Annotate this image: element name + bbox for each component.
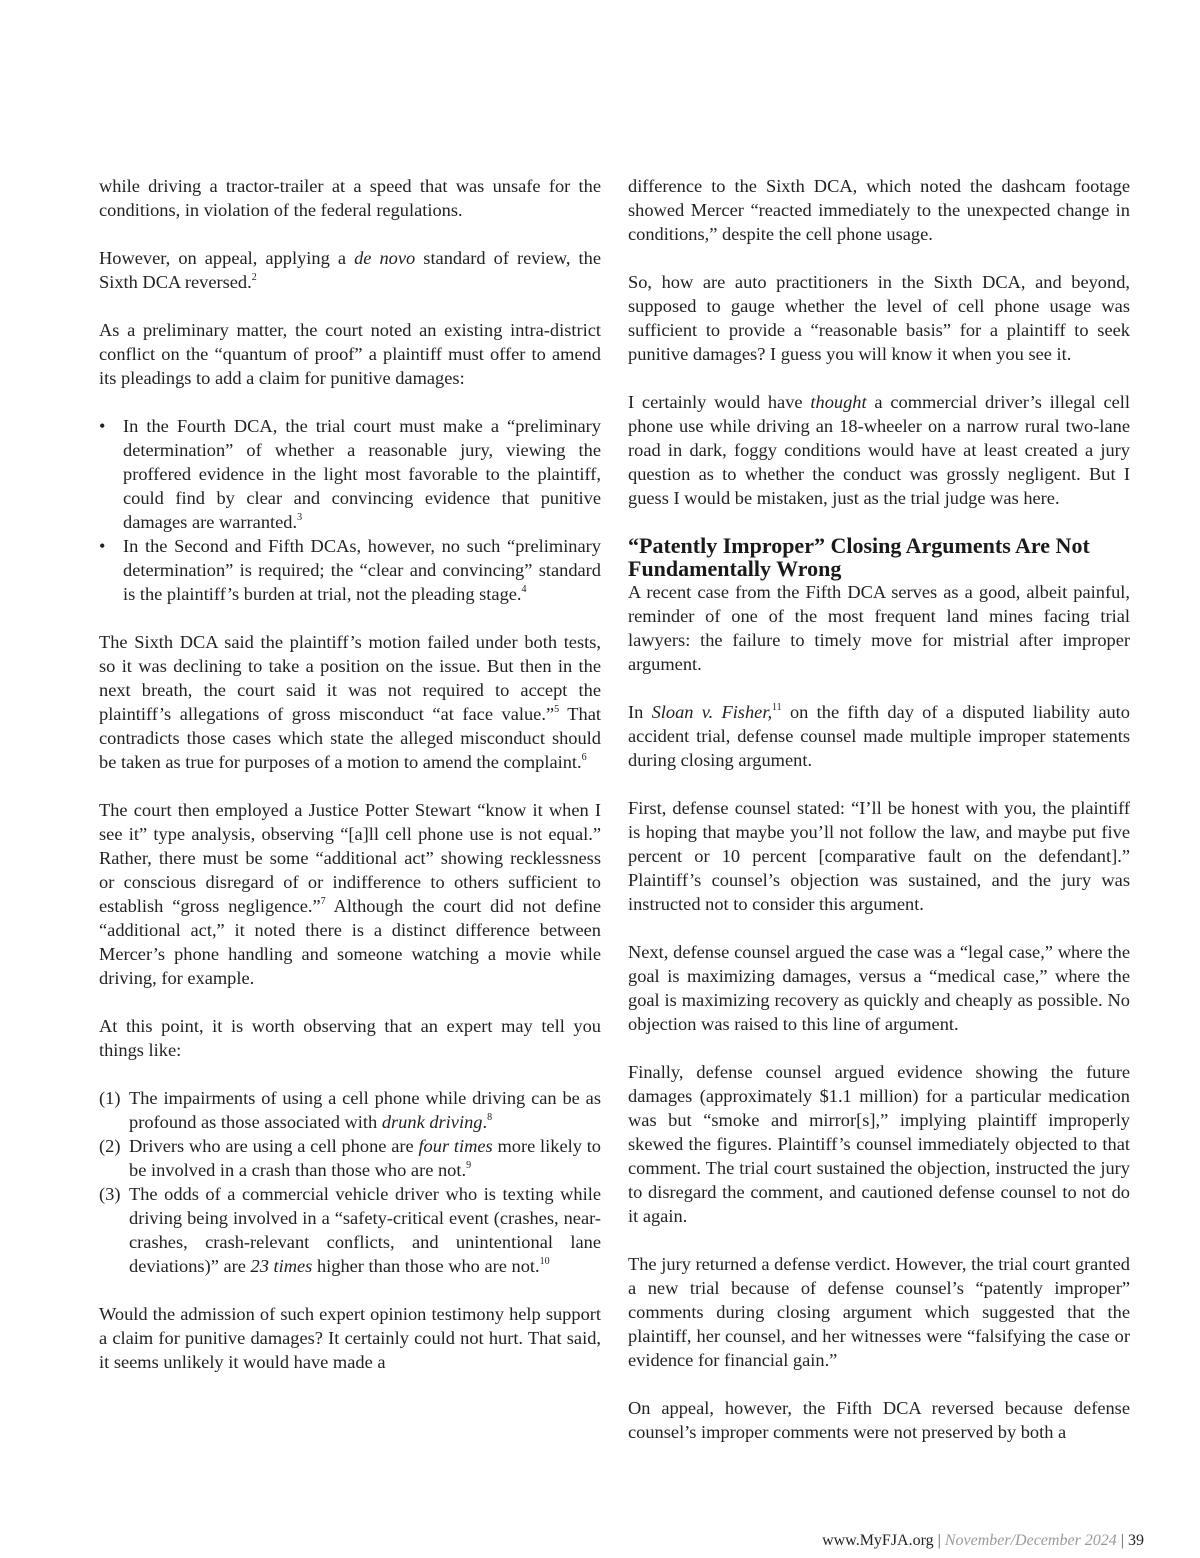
paragraph: Next, defense counsel argued the case was a “legal case,” where the goal is maximizing damages, versus a “medical case,” where the goal is maximizing recovery as quickly and cheaply as possible. No objection was raised to this line of argument.	[628, 942, 1130, 1034]
footnote-ref: 4	[521, 583, 527, 595]
paragraph: Finally, defense counsel argued evidence showing the future damages (approximately $1.1 million) for a particular medication was but “smoke and mirror[s],” implying plaintiff improperly skewed the figures. Plaintiff’s counsel immediately objected to that comment. The trial court sustained the objection, instructed the jury to disregard the comment, and cautioned defense counsel to not do it again.	[628, 1062, 1130, 1226]
paragraph	[628, 390, 1130, 510]
list-item	[99, 1182, 601, 1278]
footnote-ref: 6	[581, 751, 587, 763]
text-run: The odds of a commercial vehicle driver who is texting while driving being involved in a “safety-critical event (crashes, near-crashes, crash-relevant conflicts, and unintentional lane deviations)” are	[129, 1184, 601, 1276]
bullet-icon: •	[99, 536, 106, 556]
list-item	[99, 1134, 601, 1182]
text-run: The court then employed a Justice Potter Stewart “know it when I see it” type analysis, observing “[a]ll cell phone use is not equal.” Rather, there must be some “additional act” showing recklessness or conscious disregard of or indifference to others sufficient to establish “gross negligence.”	[99, 800, 601, 916]
italic-text: 23 times	[250, 1256, 313, 1276]
list-item	[99, 534, 601, 606]
text-run: standard of review, the Sixth DCA reversed.	[99, 248, 601, 292]
paragraph	[628, 700, 1130, 772]
paragraph: The jury returned a defense verdict. However, the trial court granted a new trial because of defense counsel’s “patently improper” comments during closing argument which suggested that the plaintiff, her counsel, and her witnesses were “falsifying the case or evidence for financial gain.”	[628, 1254, 1130, 1370]
paragraph	[99, 246, 601, 294]
footnote-ref: 3	[297, 511, 303, 523]
right-column	[628, 174, 1130, 1444]
footnote-ref: 5	[554, 703, 560, 715]
paragraph: At this point, it is worth observing that an expert may tell you things like:	[99, 1016, 601, 1060]
footnote-ref: 11	[772, 701, 782, 713]
bullet-list	[99, 414, 601, 606]
footnote-ref: 2	[251, 271, 257, 283]
footer-separator: |	[1116, 1532, 1128, 1549]
text-run: The Sixth DCA said the plaintiff’s motion failed under both tests, so it was declining to take a position on the issue. But then in the next breath, the court said it was not required to accept the plaintiff’s allegations of gross misconduct “at face value.”	[99, 632, 601, 724]
footnote-ref: 9	[466, 1159, 472, 1171]
page-footer	[822, 1531, 1144, 1551]
footnote-ref: 7	[320, 895, 326, 907]
list-item	[99, 414, 601, 534]
list-item-text: In the Second and Fifth DCAs, however, no such “preliminary determination” is required; the “clear and convincing” standard is the plaintiff’s burden at trial, not the pleading stage.	[123, 536, 601, 604]
paragraph: A recent case from the Fifth DCA serves as a good, albeit painful, reminder of one of the most frequent land mines facing trial lawyers: the failure to timely move for mistrial after improper argument.	[628, 582, 1130, 674]
text-run: more likely to be involved in a crash than those who are not.	[129, 1136, 602, 1180]
left-column	[99, 174, 601, 1374]
paragraph	[99, 630, 601, 774]
italic-text: de novo	[354, 248, 416, 268]
footer-website-link[interactable]: www.MyFJA.org	[822, 1532, 934, 1549]
text-run: Although the court did not define “additional act,” it noted there is a distinct difference between Mercer’s phone handling and someone watching a movie while driving, for example.	[99, 896, 601, 988]
page-number: 39	[1128, 1532, 1144, 1549]
list-number: (3)	[99, 1184, 121, 1204]
text-run: That contradicts those cases which state the alleged misconduct should be taken as true for purposes of a motion to amend the complaint.	[99, 704, 602, 772]
paragraph: So, how are auto practitioners in the Sixth DCA, and beyond, supposed to gauge whether the level of cell phone usage was sufficient to provide a “reasonable basis” for a plaintiff to seek punitive damages? I guess you will know it when you see it.	[628, 272, 1130, 364]
text-run: a commercial driver’s illegal cell phone use while driving an 18-wheeler on a narrow rural two-lane road in dark, foggy conditions would have at least created a jury question as to whether the conduct was grossly negligent. But I guess I would be mistaken, just as the trial judge was here.	[628, 392, 1130, 508]
paragraph	[99, 798, 601, 990]
text-run: I certainly would have	[628, 392, 811, 412]
text-run: higher than those who are not.	[312, 1256, 540, 1276]
text-run: .	[482, 1112, 488, 1132]
paragraph: while driving a tractor-trailer at a speed that was unsafe for the conditions, in violation of the federal regulations.	[99, 176, 601, 220]
text-run: The impairments of using a cell phone while driving can be as profound as those associated with	[129, 1088, 601, 1132]
numbered-list	[99, 1086, 601, 1278]
footnote-ref: 10	[539, 1255, 550, 1267]
text-run: on the fifth day of a disputed liability auto accident trial, defense counsel made multiple improper statements during closing argument.	[628, 702, 1130, 770]
list-item-text: In the Fourth DCA, the trial court must make a “preliminary determination” of whether a reasonable jury, viewing the proffered evidence in the light most favorable to the plaintiff, could find by clear and convincing evidence that punitive damages are warranted.	[123, 416, 601, 532]
bullet-icon: •	[99, 416, 106, 436]
footnote-ref: 8	[487, 1111, 493, 1123]
paragraph: As a preliminary matter, the court noted an existing intra-district conflict on the “quantum of proof” a plaintiff must offer to amend its pleadings to add a claim for punitive damages:	[99, 320, 601, 388]
paragraph: First, defense counsel stated: “I’ll be honest with you, the plaintiff is hoping that maybe you’ll not follow the law, and maybe put five percent or 10 percent [comparative fault on the defendant].” Plaintiff’s counsel’s objection was sustained, and the jury was instructed not to consider this argument.	[628, 798, 1130, 914]
footer-issue-date: November/December 2024	[944, 1532, 1117, 1549]
italic-text: thought	[810, 392, 867, 412]
list-number: (2)	[99, 1136, 121, 1156]
text-run: In	[628, 702, 652, 722]
paragraph: difference to the Sixth DCA, which noted the dashcam footage showed Mercer “reacted immediately to the unexpected change in conditions,” despite the cell phone usage.	[628, 176, 1130, 244]
paragraph: Would the admission of such expert opinion testimony help support a claim for punitive damages? It certainly could not hurt. That said, it seems unlikely it would have made a	[99, 1304, 601, 1372]
text-run: However, on appeal, applying a	[99, 248, 355, 268]
italic-text: Sloan v. Fisher,	[651, 702, 773, 722]
section-heading: “Patently Improper” Closing Arguments Are Not Fundamentally Wrong	[628, 533, 1090, 581]
italic-text: four times	[418, 1136, 493, 1156]
italic-text: drunk driving	[381, 1112, 483, 1132]
list-number: (1)	[99, 1088, 121, 1108]
list-item	[99, 1086, 601, 1134]
text-run: Drivers who are using a cell phone are	[129, 1136, 419, 1156]
footer-separator: |	[933, 1532, 945, 1549]
paragraph: On appeal, however, the Fifth DCA reversed because defense counsel’s improper comments were not preserved by both a	[628, 1398, 1130, 1442]
